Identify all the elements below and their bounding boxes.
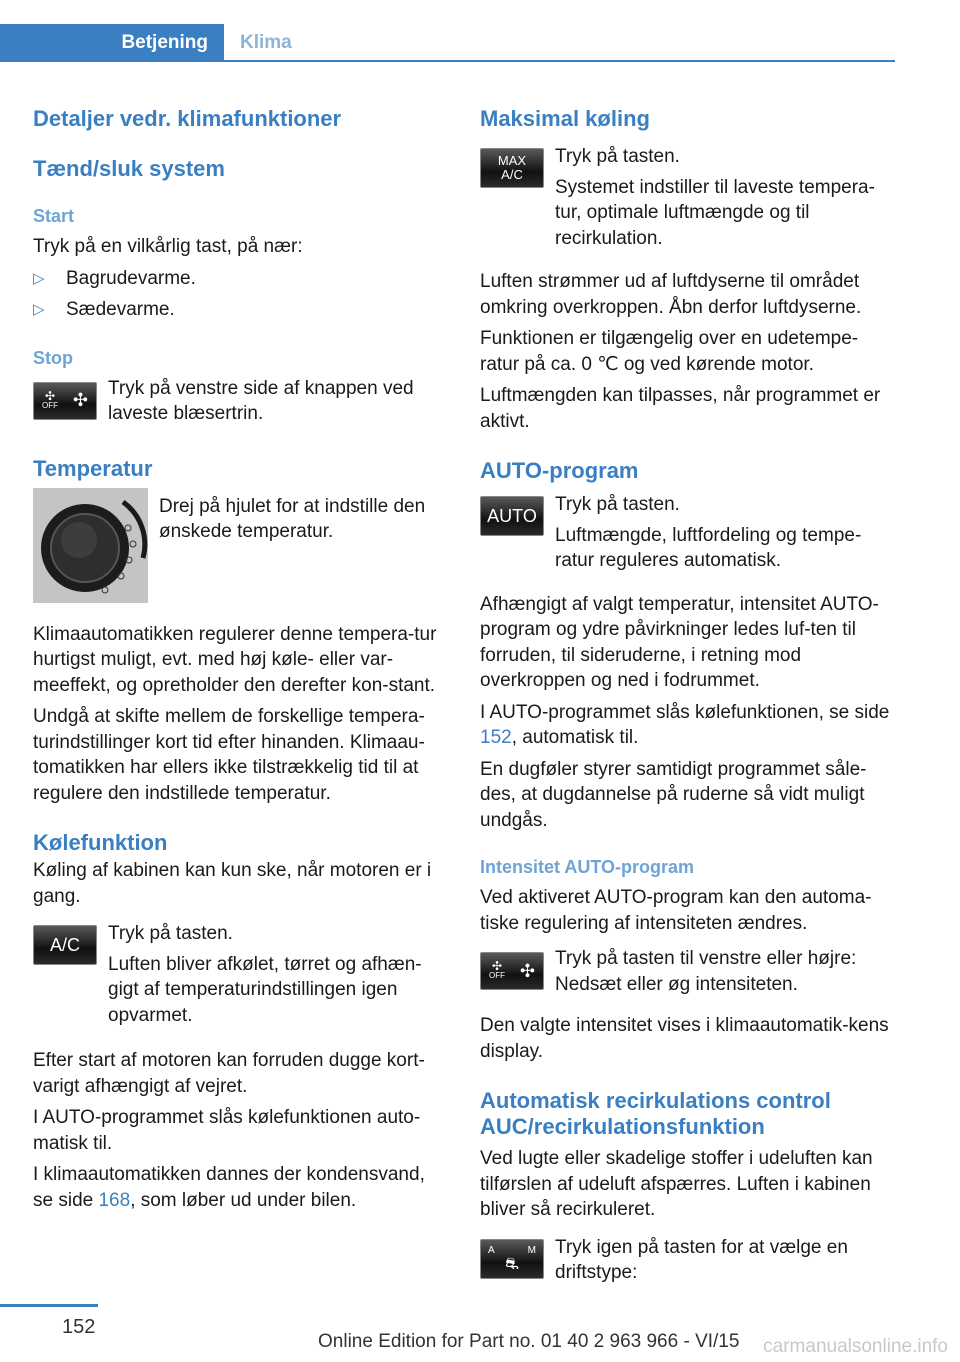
heading-maksimal-koling: Maksimal køling: [480, 106, 650, 131]
tab-betjening: Betjening: [0, 24, 224, 61]
page-number: 152: [62, 1316, 96, 1338]
fan-small-icon: ✣: [491, 959, 503, 973]
auc-text: Tryk igen på tasten for at vælge en driftstype:: [555, 1236, 848, 1283]
footer-rule: [0, 1304, 98, 1307]
heading-detaljer: Detaljer vedr. klimafunktioner: [33, 106, 342, 131]
auto-row: [480, 492, 895, 574]
bullet-icon: ▷: [33, 269, 45, 287]
max-paragraph-2: Funktionen er tilgængelig over en udetempe-ratur på ca. 0 ℃ og ved kørende motor.: [480, 328, 859, 375]
max-label: MAX: [497, 153, 527, 168]
auc-button-icon: [480, 1239, 544, 1279]
off-label: OFF: [489, 971, 505, 980]
kole-paragraph-2: Efter start af motoren kan forruden dugge kort-varigt afhængigt af vejret.: [33, 1050, 425, 1097]
auc-paragraph-1: Ved lugte eller skadelige stoffer i udeluften kan tilførslen af udeluft afspærres. Luften i kabinen bliver så recirkuleret.: [480, 1148, 873, 1220]
bullet-text: Sædevarme.: [66, 298, 175, 320]
max-text-1: Tryk på tasten.: [555, 146, 680, 167]
max-paragraph-1: Luften strømmer ud af luftdyserne til området omkring overkroppen. Åbn derfor luftdyserne.: [480, 271, 862, 318]
fan-large-icon: ✣: [72, 390, 88, 410]
left-column: [33, 100, 448, 1213]
auto-paragraph-3: En dugføler styrer samtidigt programmet såle-des, at dugdannelse på ruderne så vidt muligt undgås.: [480, 758, 867, 831]
page-link-168[interactable]: 168: [98, 1189, 131, 1211]
heading-intensitet: Intensitet AUTO-program: [480, 857, 695, 877]
fan-off-button-icon: [33, 382, 97, 420]
heading-auto-program: AUTO-program: [480, 458, 639, 483]
kole-icon-text-1: Tryk på tasten.: [108, 923, 233, 944]
auto-p2-text: I AUTO-programmet slås kølefunktionen, se side: [480, 701, 890, 723]
auto-paragraph-2: [480, 700, 895, 751]
auto-text-2-span: Luftmængde, luftfordeling og tempe-ratur reguleres automatisk.: [555, 524, 862, 571]
heading-auc: Automatisk recirkulations control AUC/recirkulationsfunktion: [480, 1088, 831, 1139]
intens-icon-text: Tryk på tasten til venstre eller højre: Nedsæt eller øg intensiteten.: [555, 948, 857, 995]
auto-label: AUTO: [487, 505, 537, 526]
max-ac-row: [480, 144, 895, 251]
off-label: OFF: [42, 400, 58, 410]
fan-large-icon: ✣: [519, 960, 535, 981]
max-paragraph-3: Luftmængden kan tilpasses, når programmet er aktivt.: [480, 385, 881, 432]
max-text-2-span: Systemet indstiller til laveste tempera-tur, optimale luftmængde og til recirkulation.: [555, 176, 875, 249]
bullet-icon: ▷: [33, 300, 45, 318]
heading-taend-sluk: Tænd/sluk system: [33, 156, 225, 181]
tab-klima: Klima: [240, 31, 292, 53]
temp-paragraph-2: Undgå at skifte mellem de forskellige tempera-turindstillinger kort tid efter hinanden. Klimaau-tomatikken har ellers ikke tilstrækkelig tid til at regulere den indstillede temperatur.: [33, 706, 425, 804]
ac-row: [33, 921, 448, 1028]
temp-text: Drej på hjulet for at indstille den ønskede temperatur.: [159, 495, 426, 542]
auc-row: [480, 1235, 895, 1286]
kole-paragraph-3: I AUTO-programmet slås kølefunktionen auto-matisk til.: [33, 1107, 421, 1154]
bullet-text: Bagrudevarme.: [66, 267, 196, 289]
page-link-152[interactable]: 152: [480, 727, 512, 748]
watermark: carmanualsonline.info: [763, 1336, 948, 1357]
auto-paragraph-1: Afhængigt af valgt temperatur, intensitet AUTO-program og ydre påvirkninger ledes luf-ten til forruden, til sideruderne, i retning mod overkroppen og ned i fodrummet.: [480, 593, 879, 691]
right-column: [480, 100, 895, 1286]
auto-text-1: Tryk på tasten.: [555, 494, 680, 515]
stop-row: [33, 376, 448, 422]
max-ac-button-icon: [480, 148, 544, 188]
heading-temperatur: Temperatur: [33, 455, 153, 481]
kole-p4-text: I klimaautomatikken dannes der kondensvand, se side: [33, 1164, 425, 1211]
heading-stop: Stop: [33, 347, 73, 368]
ac-button-icon: [33, 925, 97, 965]
ac-label: A/C: [49, 934, 80, 955]
intens-row: [480, 946, 895, 997]
heading-start: Start: [33, 206, 75, 226]
auc-a-label: A: [488, 1245, 495, 1256]
list-item: [33, 266, 448, 291]
stop-text: Tryk på venstre side af knappen ved laveste blæsertrin.: [108, 377, 414, 424]
start-text: Tryk på en vilkårlig tast, på nær:: [33, 236, 303, 257]
kole-p4-text-end: , som løber ud under bilen.: [130, 1189, 357, 1211]
intens-paragraph-1: Ved aktiveret AUTO-program kan den automa-tiske regulering af intensiteten ændres.: [480, 887, 872, 934]
ac-label: A/C: [501, 167, 523, 182]
heading-kolefunktion: Kølefunktion: [33, 830, 168, 855]
temperature-wheel-icon: [33, 488, 148, 603]
auto-button-icon: [480, 496, 544, 536]
kole-icon-text-2-span: Luften bliver afkølet, tørret og afhæn-gigt af temperaturindstillingen igen opvarmet.: [108, 953, 422, 1026]
header-rule: [0, 60, 895, 62]
temp-row: [33, 484, 448, 604]
auc-m-label: M: [527, 1245, 536, 1256]
fan-intensity-button-icon: [480, 952, 544, 990]
edition-text: Online Edition for Part no. 01 40 2 963 966 - VI/15: [318, 1331, 740, 1352]
auto-p2-text-end: , automatisk til.: [511, 727, 639, 748]
kole-paragraph-4: [33, 1162, 448, 1213]
car-recirculation-icon: ⛐: [505, 1256, 519, 1273]
temp-paragraph-1: Klimaautomatikken regulerer denne tempera-tur hurtigst muligt, evt. med høj køle- eller var-meeffekt, og opretholder den derefter kon-stant.: [33, 623, 437, 696]
fan-small-icon: ✣: [44, 388, 56, 403]
kole-paragraph-1: Køling af kabinen kan kun ske, når motoren er i gang.: [33, 860, 432, 907]
intens-paragraph-2: Den valgte intensitet vises i klimaautomatik-kens display.: [480, 1015, 889, 1062]
list-item: [33, 297, 448, 322]
